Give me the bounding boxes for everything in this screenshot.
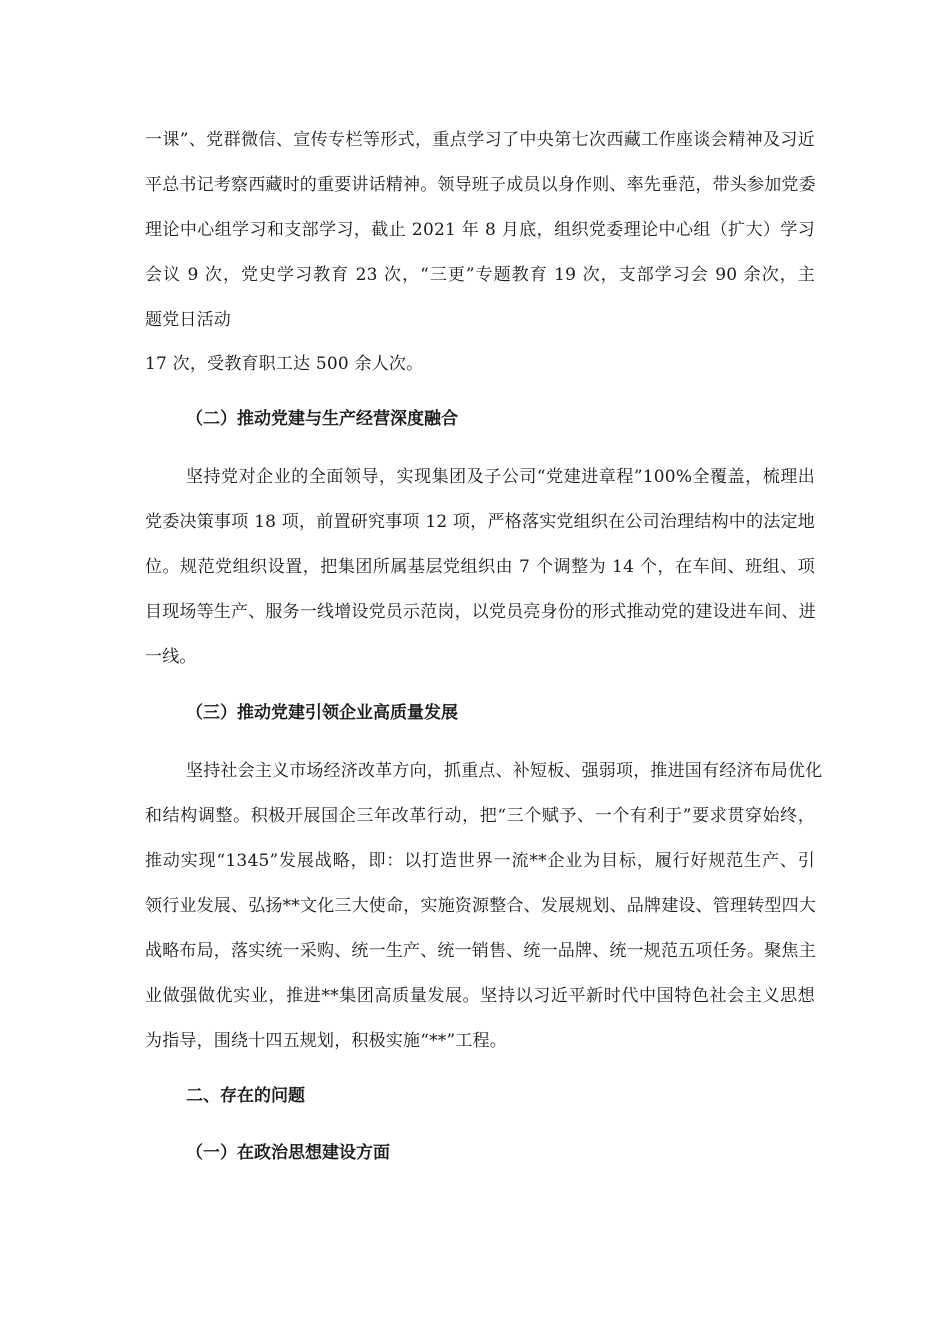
section-heading: （三）推动党建引领企业高质量发展 [186,703,458,723]
section-heading: （二）推动党建与生产经营深度融合 [186,409,458,429]
paragraph-line: 党委决策事项 18 项，前置研究事项 12 项，严格落实党组织在公司治理结构中的法定地 [145,512,815,532]
paragraph-line: 一线。 [145,647,197,667]
paragraph-line: 会议 9 次，党史学习教育 23 次，“三更”专题教育 19 次，支部学习会 90 余次，主 [145,265,815,285]
section-heading: （一）在政治思想建设方面 [186,1143,390,1163]
paragraph-line: 坚持社会主义市场经济改革方向，抓重点、补短板、强弱项，推进国有经济布局优化 [186,761,823,781]
paragraph-line: 推动实现“1345”发展战略，即：以打造世界一流**企业为目标，履行好规范生产、引 [145,851,815,871]
paragraph-line: 题党日活动 [145,310,231,330]
paragraph-line: 一课”、党群微信、宣传专栏等形式，重点学习了中央第七次西藏工作座谈会精神及习近 [145,130,815,150]
paragraph-line: 领行业发展、弘扬**文化三大使命，实施资源整合、发展规划、品牌建设、管理转型四大 [145,896,816,916]
paragraph-line: 理论中心组学习和支部学习，截止 2021 年 8 月底，组织党委理论中心组（扩大）学习 [145,220,815,240]
paragraph-line: 平总书记考察西藏时的重要讲话精神。领导班子成员以身作则、率先垂范，带头参加党委 [145,175,816,195]
paragraph-line: 业做强做优实业，推进**集团高质量发展。坚持以习近平新时代中国特色社会主义思想 [145,986,815,1006]
paragraph-line: 目现场等生产、服务一线增设党员示范岗，以党员亮身份的形式推动党的建设进车间、进 [145,602,816,622]
paragraph-line: 17 次，受教育职工达 500 余人次。 [145,354,424,374]
part-heading: 二、存在的问题 [186,1086,305,1106]
paragraph-line: 位。规范党组织设置，把集团所属基层党组织由 7 个调整为 14 个，在车间、班组、项 [145,557,815,577]
paragraph-line: 坚持党对企业的全面领导，实现集团及子公司“党建进章程”100%全覆盖，梳理出 [186,467,815,487]
paragraph-line: 战略布局，落实统一采购、统一生产、统一销售、统一品牌、统一规范五项任务。聚焦主 [145,941,816,961]
paragraph-line: 为指导，围绕十四五规划，积极实施“**”工程。 [145,1031,507,1051]
paragraph-line: 和结构调整。积极开展国企三年改革行动，把“三个赋予、一个有利于”要求贯穿始终， [145,806,815,826]
